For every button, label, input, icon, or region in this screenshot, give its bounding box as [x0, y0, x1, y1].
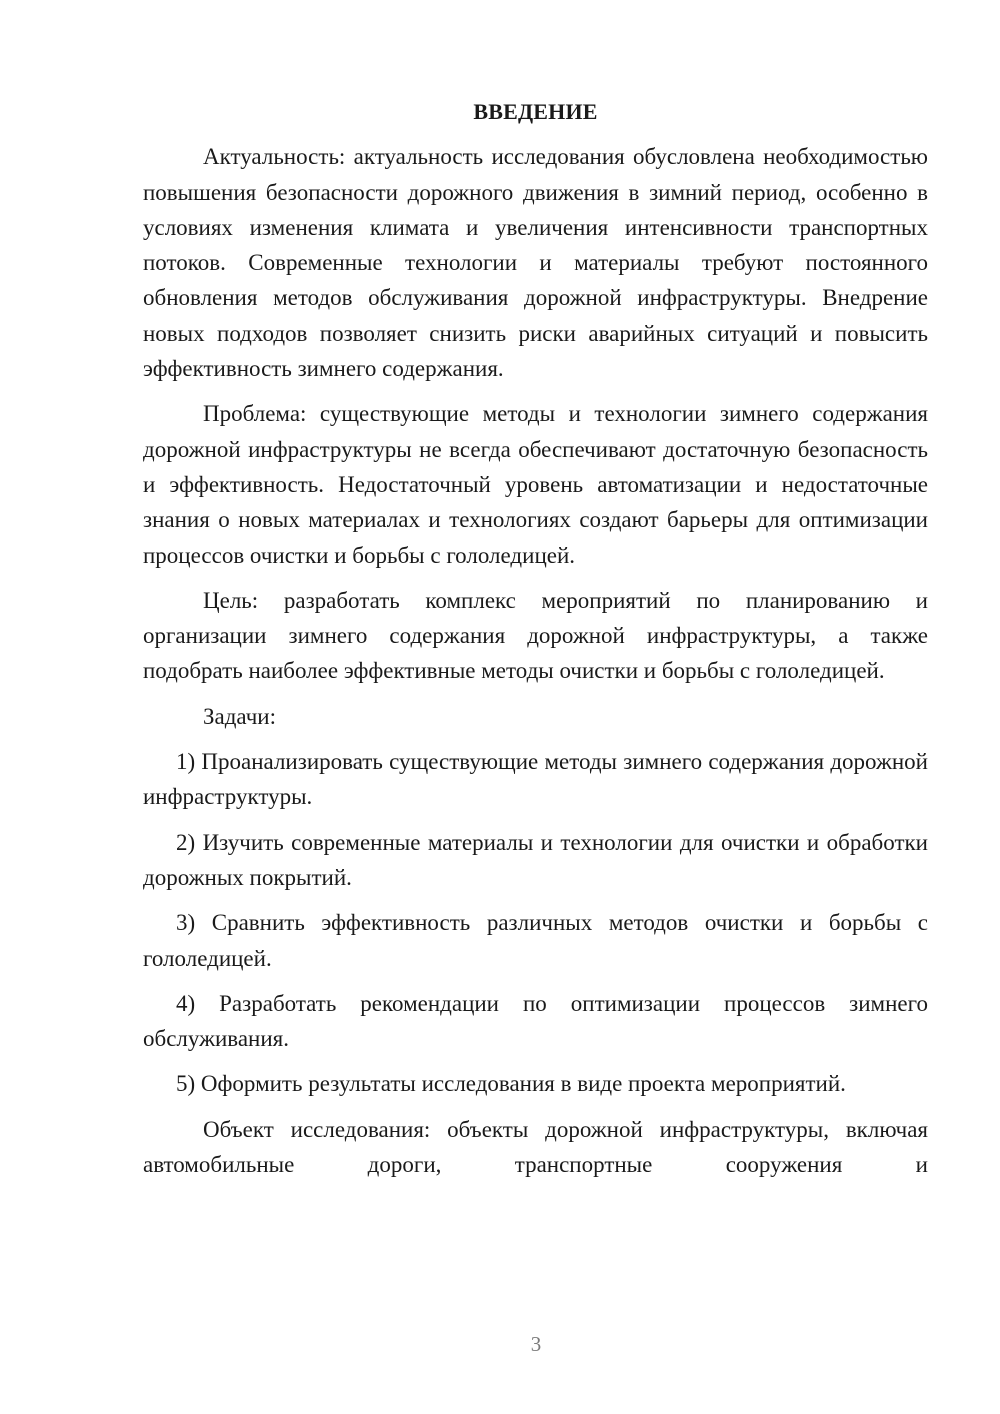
tasks-label: Задачи:: [203, 703, 276, 729]
task-item-4: 4) Разработать рекомендации по оптимизации процессов зимнего обслуживания.: [143, 990, 928, 1052]
page-number: 3: [530, 1332, 542, 1356]
relevance-paragraph: Актуальность: актуальность исследования обусловлена необходимостью повышения безопасности дорожного движения в зимний период, особенно в условиях изменения климата и увеличения интенсивности транспортных потоков. Современные технологии и материалы требуют постоянного обновления методов обслуживания дорожной инфраструктуры. Внедрение новых подходов позволяет снизить риски аварийных ситуаций и повысить эффективность зимнего содержания.: [143, 144, 928, 382]
problem-paragraph: Проблема: существующие методы и технологии зимнего содержания дорожной инфраструктуры не всегда обеспечивают достаточную безопасность и эффективность. Недостаточный уровень автоматизации и недостаточные знания о новых материалах и технологиях создают барьеры для оптимизации процессов очистки и борьбы с гололедицей.: [143, 401, 928, 568]
section-heading: ВВЕДЕНИЕ: [473, 99, 598, 124]
research-object-paragraph: Объект исследования: объекты дорожной инфраструктуры, включая автомобильные дороги, транспортные сооружения и: [143, 1116, 928, 1178]
tasks-list: [143, 744, 928, 1102]
task-item-3: 3) Сравнить эффективность различных методов очистки и борьбы с гололедицей.: [143, 910, 928, 971]
task-item-2: 2) Изучить современные материалы и технологии для очистки и обработки дорожных покрытий.: [143, 829, 928, 890]
task-item-5: 5) Оформить результаты исследования в виде проекта мероприятий.: [176, 1071, 846, 1097]
task-item-1: 1) Проанализировать существующие методы зимнего содержания дорожной инфраструктуры.: [143, 749, 928, 810]
page-content: [143, 94, 928, 1192]
goal-paragraph: Цель: разработать комплекс мероприятий по планированию и организации зимнего содержания дорожной инфраструктуры, а также подобрать наиболее эффективные методы очистки и борьбы с гололедицей.: [143, 587, 928, 684]
